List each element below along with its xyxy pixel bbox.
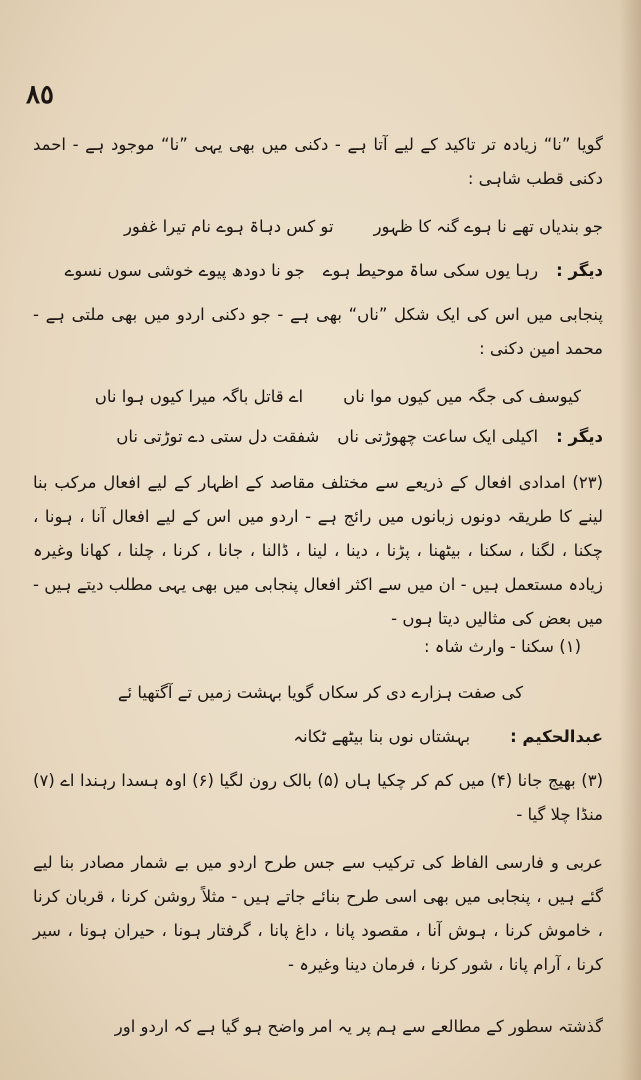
- verse-4-second-half: شفقت دل ستی دے توڑتی ناں: [116, 427, 320, 446]
- paragraph-2: پنجابی میں اس کی ایک شکل ”ناں“ بھی ہے - جو دکنی اردو میں بھی ملتی ہے - محمد امین دکنی :: [33, 305, 603, 358]
- verse-5: کی صفت ہزارے دی کر سکاں گویا بہشت زمیں تے آگتھیا ئے: [117, 683, 524, 702]
- verse-6-text: بہشتاں نوں بنا بیٹھے ٹکانہ: [293, 727, 471, 746]
- paragraph-6: گذشتہ سطور کے مطالعے سے ہم پر یہ امر واضح ہو گیا ہے کہ اردو اور: [114, 1017, 603, 1036]
- verse-2-label: دیگر :: [556, 261, 603, 280]
- verse-2-first-half: رہا یوں سکی ساۃ موحیط ہوے: [322, 261, 539, 280]
- paragraph-1: گویا ”نا“ زیادہ تر تاکید کے لیے آتا ہے - دکنی میں بھی یہی ”نا“ موجود ہے - احمد دکنی قطب شاہی :: [33, 135, 603, 188]
- page-edge-shadow: [619, 0, 641, 1080]
- verse-2-second-half: جو نا دودھ پیوے خوشی سوں نسوے: [64, 261, 305, 280]
- paragraph-4: (۳) بھیج جانا (۴) میں کم کر چکیا ہاں (۵) بالک رون لگیا (۶) اوہ ہسدا رہندا اے (۷) منڈا چلا گیا -: [33, 771, 603, 824]
- paragraph-3: (۲۳) امدادی افعال کے ذریعے سے مختلف مقاصد کے اظہار کے لیے افعال مرکب بنا لینے کا طریقہ دونوں زبانوں میں رائج ہے - اردو میں اس کے لیے افعال آنا ، ہونا ، چکنا ، لگنا ، سکنا ، بیٹھنا ، پڑنا ، دینا ، لینا ، ڈالنا ، جانا ، کرنا ، چلنا ، کھانا وغیرہ زیادہ مستعمل ہیں - ان میں سے اکثر افعال پنجابی میں بھی یہی مطلب دیتے ہیں - میں بعض کی مثالیں دیتا ہوں -: [33, 473, 603, 628]
- verse-1: [33, 210, 603, 244]
- verse-1-first-half: جو بندیاں تھے نا ہوے گنہ کا ظہور: [373, 217, 603, 236]
- verse-2: [33, 254, 603, 288]
- paragraph-5: عربی و فارسی الفاظ کی ترکیب سے جس طرح اردو میں بے شمار مصادر بنا لیے گئے ہیں ، پنجابی میں بھی اسی طرح بنائے جاتے ہیں - مثلاً روشن کرنا ، قربان کرنا ، خاموش کرنا ، ہوش آنا ، مقصود پانا ، داغ پانا ، گرفتار ہونا ، حیران ہونا ، سیر کرنا ، آرام پانا ، شور کرنا ، فرمان دینا وغیرہ -: [33, 853, 603, 974]
- example-heading-1: (۱) سکنا - وارث شاہ :: [423, 637, 581, 656]
- verse-4-label: دیگر :: [556, 427, 603, 446]
- verse-4: [33, 420, 603, 454]
- verse-1-second-half: تو کس دہاۃ ہوے نام تیرا غفور: [123, 217, 334, 236]
- verse-6: [33, 720, 603, 754]
- verse-6-label: عبدالحکیم :: [510, 727, 603, 746]
- verse-3-first-half: کیوسف کی جگہ میں کیوں موا ناں: [343, 387, 581, 406]
- verse-3: [11, 380, 581, 414]
- verse-4-first-half: اکیلی ایک ساعت چھوڑتی ناں: [337, 427, 539, 446]
- verse-3-second-half: اے قاتل باگہ میرا کیوں ہوا ناں: [94, 387, 304, 406]
- page-number: ٨٥: [26, 80, 54, 110]
